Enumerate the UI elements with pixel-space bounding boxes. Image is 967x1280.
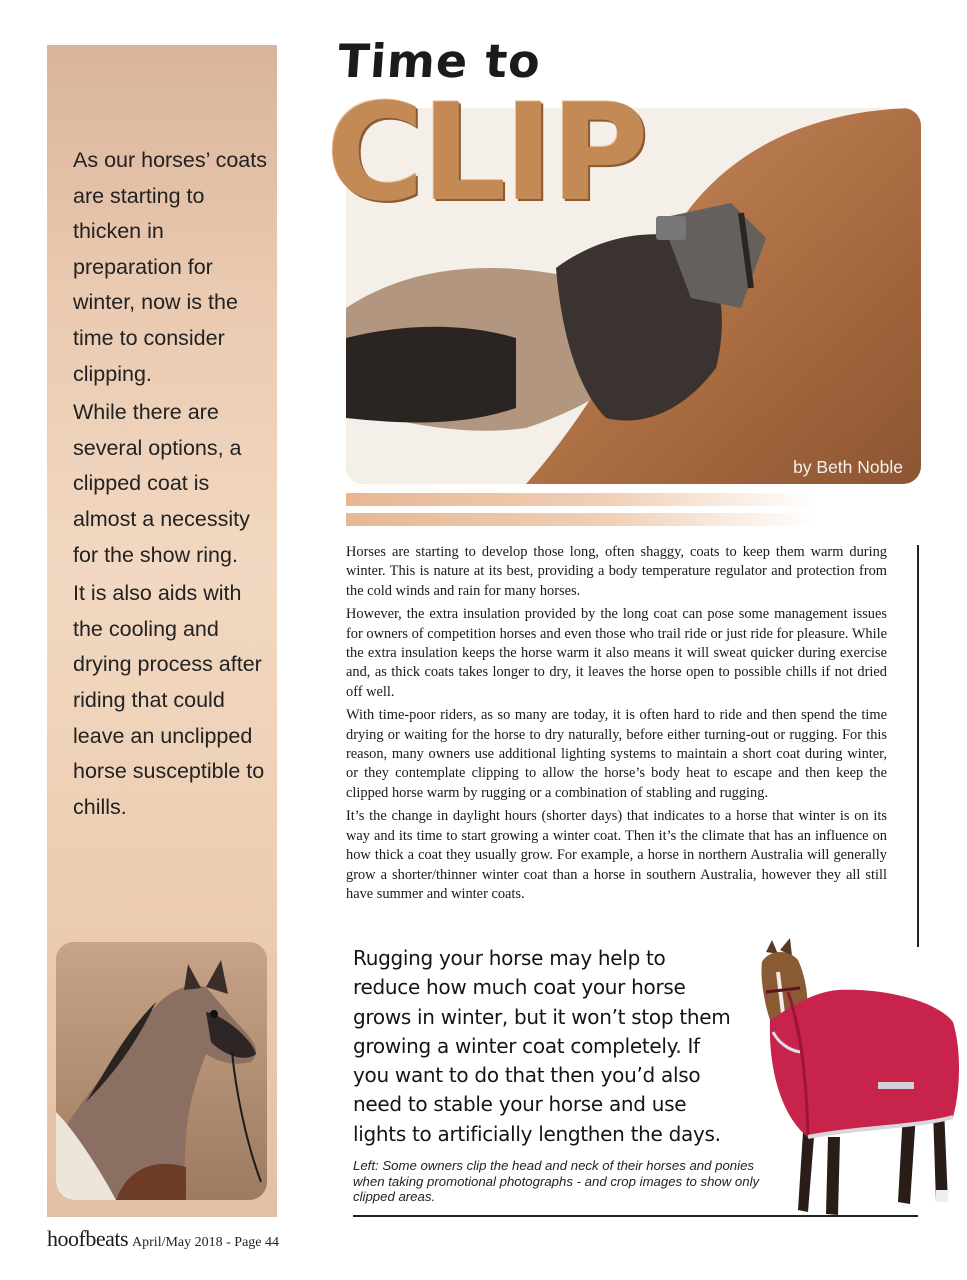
page-footer: [47, 1226, 279, 1252]
magazine-brand: hoofbeats: [47, 1226, 129, 1251]
issue-page-info: April/May 2018 - Page 44: [132, 1235, 280, 1250]
sidebar-paragraph: While there are several options, a clipped coat is almost a necessity for the show ring.: [73, 400, 250, 567]
sidebar-intro-text: [73, 143, 269, 828]
title-line-1: Time to: [336, 34, 543, 88]
title-line-2: CLIP: [326, 75, 646, 231]
sidebar-paragraph: As our horses’ coats are starting to thicken in preparation for winter, now is the time to consider clipping.: [73, 148, 267, 386]
decorative-stripe: [346, 493, 816, 506]
pull-quote: Rugging your horse may help to reduce how much coat your horse grows in winter, but it won’t stop them growing a winter coat completely. If you want to do that then you’d also need to stable your horse and use lights to artificially lengthen the days.: [353, 946, 731, 1146]
pony-photo: [56, 942, 267, 1200]
sidebar-paragraph: It is also aids with the cooling and drying process after riding that could leave an unclipped horse susceptible to chills.: [73, 581, 265, 819]
body-paragraph: It’s the change in daylight hours (shorter days) that indicates to a horse that winter is on its way and its time to start growing a winter coat. Then it’s the climate that has an influence on how thick a coat they usually grow. For example, a horse in northern Australia will generally grow a shorter/thinner winter coat than a horse in southern Australia, however they all still have summer and winter coats.: [346, 808, 887, 902]
decorative-stripe: [346, 513, 816, 526]
article-body: [346, 543, 887, 908]
photo-caption: Left: Some owners clip the head and neck of their horses and ponies when taking promotional photographs - and crop images to show only clipped areas.: [353, 1158, 760, 1204]
rugged-horse-illustration: [748, 932, 966, 1222]
byline: by Beth Noble: [793, 457, 903, 477]
body-paragraph: However, the extra insulation provided by the long coat can pose some management issues for owners of competition horses and even those who trail ride or just ride for pleasure. While the extra insulation keeps the horse warm it also means it will sweat quicker during exercise and, as thick coats takes longer to dry, it leaves the horse open to possible chills if not dried off well.: [346, 606, 887, 700]
body-paragraph: Horses are starting to develop those long, often shaggy, coats to keep them warm during winter. This is nature at its best, providing a body temperature regulator and protection from the cold winds and rain for many horses.: [346, 544, 887, 599]
body-paragraph: With time-poor riders, as so many are today, it is often hard to ride and then spend the time drying or waiting for the horse to dry naturally, before either turning-out or rugging. For this reason, many owners use additional lighting systems to maintain a short coat during winter, or they contemplate clipping to allow the horse’s body heat to escape and then keep the clipped horse warm by rugging or a combination of stabling and rugging.: [346, 707, 887, 801]
pony-illustration: [56, 942, 267, 1200]
vertical-rule: [917, 545, 919, 947]
rugged-horse-photo: [748, 932, 966, 1222]
